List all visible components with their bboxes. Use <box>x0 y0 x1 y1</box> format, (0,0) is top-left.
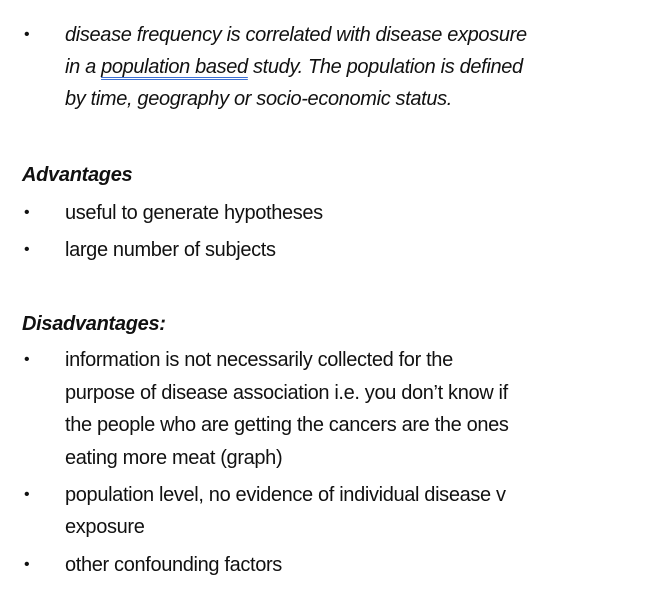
disadvantages-heading: Disadvantages: <box>22 313 166 335</box>
intro-line-2 <box>65 51 523 83</box>
bullet-icon: • <box>24 26 30 43</box>
bullet-icon: • <box>24 556 30 573</box>
advantages-heading: Advantages <box>22 164 133 186</box>
intro-line-1: disease frequency is correlated with disease exposure <box>65 24 527 46</box>
text-fragment: in a <box>65 56 102 78</box>
bullet-icon: • <box>24 241 30 258</box>
list-item-text: information is not necessarily collected for the <box>65 349 453 371</box>
list-item-text: the people who are getting the cancers are the ones <box>65 414 509 436</box>
list-item-text: other confounding factors <box>65 554 282 576</box>
grammar-flagged-text[interactable]: population based <box>101 56 248 78</box>
list-item-text: eating more meat (graph) <box>65 447 283 469</box>
list-item-text: large number of subjects <box>65 239 276 261</box>
intro-line-3: by time, geography or socio-economic status. <box>65 88 453 110</box>
text-fragment: study. The population is defined <box>247 56 523 78</box>
list-item-text: population level, no evidence of individual disease v <box>65 484 506 506</box>
list-item-text: purpose of disease association i.e. you don’t know if <box>65 382 508 404</box>
bullet-icon: • <box>24 351 30 368</box>
bullet-icon: • <box>24 204 30 221</box>
bullet-icon: • <box>24 486 30 503</box>
list-item-text: exposure <box>65 516 145 538</box>
list-item-text: useful to generate hypotheses <box>65 202 323 224</box>
